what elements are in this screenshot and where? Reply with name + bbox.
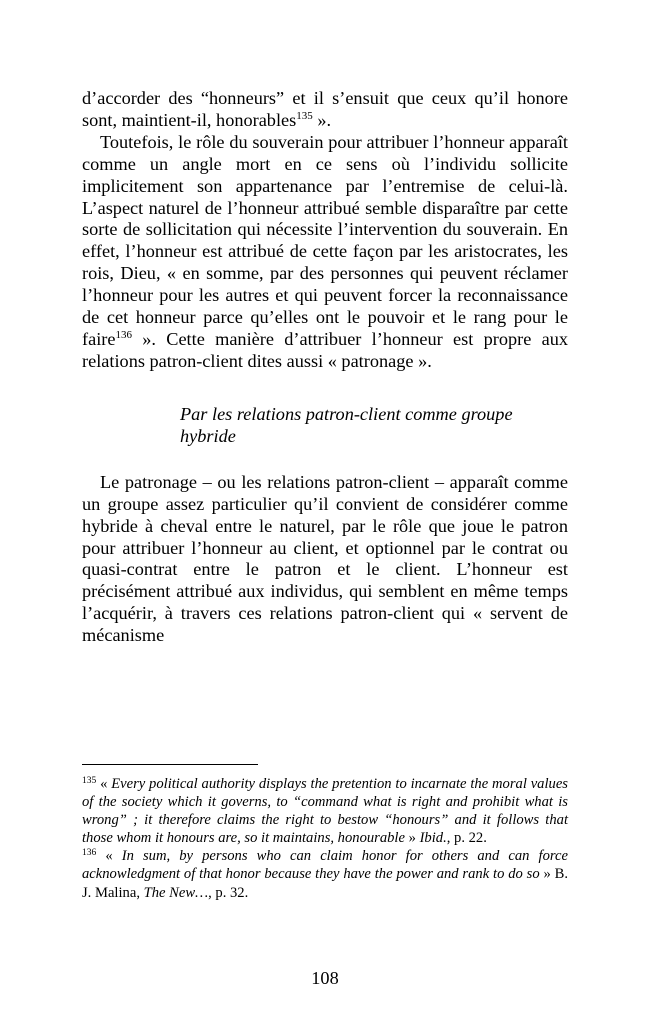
- footnote-136: [82, 847, 568, 901]
- footnote-source: The New…: [143, 884, 209, 901]
- footnote-page: , p. 22.: [446, 830, 487, 847]
- footnote-ref-135[interactable]: 135: [296, 109, 313, 122]
- footnote-separator: [82, 764, 258, 765]
- footnote-ref-136[interactable]: 136: [115, 328, 132, 341]
- footnote-close-quote: »: [404, 830, 420, 847]
- footnote-quote: Every political authority displays the pretention to incarnate the moral values of the society which it governs, to “command what is right and prohibit what is wrong” ; it therefore claims the right to bestow “honours” and it follows that those whom it honours are, so it maintains, honourable: [82, 776, 568, 847]
- section-heading: Par les relations patron-client comme groupe hybride: [180, 403, 513, 446]
- paragraph-2: [82, 132, 568, 373]
- body-text: [82, 88, 568, 647]
- footnote-page: , p. 32.: [208, 884, 249, 901]
- paragraph-3: Le patronage – ou les relations patron-client – apparaît comme un groupe assez particulier qu’il convient de considérer comme hybride à cheval entre le naturel, par le rôle que joue le patron pour attribuer l’honneur au client, et optionnel par le contrat ou quasi-contrat entre le patron et le client. L’honneur est précisément attribué aux individus, qui semblent en même temps l’acquérir, à travers ces relations patron-client qui « servent de mécanisme: [82, 471, 568, 646]
- footnote-number: 135: [82, 776, 97, 786]
- footnote-close-quote: » B. J. Malina,: [82, 866, 568, 901]
- footnote-source: Ibid.: [419, 830, 447, 847]
- footnote-quote: In sum, by persons who can claim honor for others and can force acknowledgment of that honor because they have the power and rank to do so: [82, 848, 568, 883]
- footnote-135: [82, 775, 568, 847]
- paragraph-1: [82, 88, 568, 132]
- paragraph-2-end: ». Cette manière d’attribuer l’honneur est propre aux relations patron-client dites aussi « patronage ».: [82, 328, 568, 371]
- footnotes: [82, 775, 568, 902]
- footnote-open-quote: «: [100, 776, 112, 792]
- footnote-number: 136: [82, 848, 97, 859]
- footnote-open-quote: «: [105, 848, 122, 865]
- paragraph-2-text: Toutefois, le rôle du souverain pour attribuer l’honneur apparaît comme un angle mort en ce sens où l’individu sollicite implicitement son appartenance par l’entremise de celui-là. L’aspect naturel de l’honneur attribué semble disparaître par cette sorte de sollicitation qui nécessite l’intervention du souverain. En effet, l’honneur est attribué de cette façon par les aristocrates, les rois, Dieu, « en somme, par des personnes qui peuvent réclamer l’honneur pour les autres et qui peuvent forcer la reconnaissance de cet honneur parce qu’elles ont le pouvoir et le rang pour le faire: [82, 131, 568, 349]
- paragraph-1-end: ».: [312, 109, 332, 130]
- paragraph-1-text: d’accorder des “honneurs” et il s’ensuit que ceux qu’il honore sont, maintient-il, honorables: [82, 88, 568, 130]
- page-number: 108: [311, 968, 339, 988]
